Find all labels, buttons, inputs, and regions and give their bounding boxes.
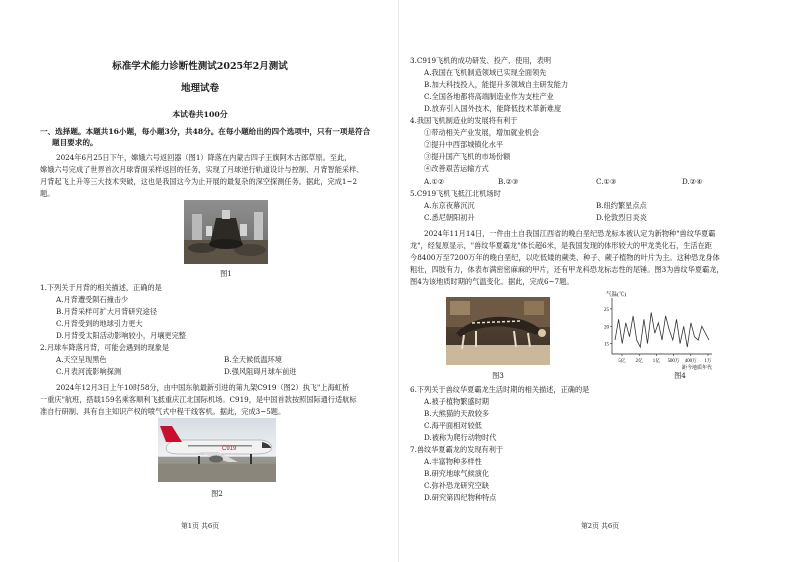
question-2-stem: 2.月球车降落月背，可能会遇到的现象是 <box>40 343 170 352</box>
q7-option-a: A.丰富物种多样性 <box>424 457 482 466</box>
q6-option-a: A.被子植物繁盛时期 <box>424 397 489 406</box>
y-tick-label: 20 <box>604 325 609 331</box>
question-6-stem: 6.下列关于兽纹华夏霸龙生活时期的相关描述，正确的是 <box>410 385 590 394</box>
question-7-stem: 7.兽纹华夏霸龙的发现有利于 <box>410 445 504 454</box>
q6-option-b: B.大熊猫的天敌较多 <box>424 409 490 418</box>
q1-option-c: C.月背受到的地球引力更大 <box>56 319 143 328</box>
figure-2-plane-photo <box>158 418 276 482</box>
q7-option-b: B.研究地球气候演化 <box>424 469 490 478</box>
passage2-line: 2024年12月3日上午10时58分，由中国东航最新引进的第九架C919（图2）执飞"上海虹桥 <box>56 383 350 392</box>
q1-option-d: D.月背受太阳活动影响较小，月壤更完整 <box>56 331 186 340</box>
figure-3-caption: 图3 <box>492 371 504 380</box>
y-tick-label: 15 <box>604 342 609 348</box>
q4-option-c: C.①③ <box>596 177 617 186</box>
plane-illustration <box>158 418 276 482</box>
q6-option-d: D.被称为爬行动物时代 <box>424 433 497 442</box>
passage3-line: 粗壮，四肢有力，体表布满密密麻麻的甲片，还有甲龙科恐龙标志性的尾锤。图3为兽纹华夏霸龙， <box>410 265 724 274</box>
q4-item-2: ②提升中西部城镇化水平 <box>424 140 504 149</box>
question-1-stem: 1.下列关于月背的相关描述，正确的是 <box>40 283 162 292</box>
q4-option-d: D.②④ <box>682 177 703 186</box>
capsule-illustration <box>184 200 268 264</box>
plane-label: C919 <box>222 446 237 452</box>
figure-3-dinosaur-photo <box>446 297 550 365</box>
q4-option-a: A.①② <box>424 177 445 186</box>
figure-1-caption: 图1 <box>220 269 232 278</box>
q7-option-c: C.弥补恐龙研究空缺 <box>424 481 490 490</box>
page-footer-1: 第1页 共6页 <box>181 522 219 530</box>
q5-option-c: C.悉尼朝阳初升 <box>424 213 475 222</box>
q5-option-d: D.伦敦烈日炎炎 <box>596 213 647 222</box>
exam-title: 标准学术能力诊断性测试2025年2月测试 <box>112 61 288 72</box>
skeleton-illustration <box>446 297 550 365</box>
q3-option-a: A.我国在飞机制造领域已实现全面领先 <box>424 68 547 77</box>
x-tick-label: 1亿 <box>652 359 661 364</box>
question-4-stem: 4.我国飞机制造业的发展将有利于 <box>410 116 518 125</box>
x-tick-label: 2亿 <box>635 359 643 364</box>
passage1-line: 月背起飞上升等三大技术突破，这也是我国这今为止开展的最复杂的深空探测任务。据此，完成1~2 <box>40 177 358 186</box>
q2-option-b: B.全天候低温环境 <box>224 355 282 364</box>
q2-option-d: D.强风阻碍月球车前进 <box>224 367 297 376</box>
temperature-chart <box>590 290 720 370</box>
q4-item-4: ④改善艰苦运输方式 <box>424 164 489 173</box>
passage3-line: 图4为该地质时期的气温变化。据此，完成6~7题。 <box>410 277 574 286</box>
q5-option-b: B.纽约繁星点点 <box>596 201 647 210</box>
exam-page-2 <box>400 0 800 562</box>
passage3-line: 龙"，经复原显示，"兽纹华夏霸龙"体长超6米，是我国发现的体形较大的甲龙类化石，生活在距 <box>410 241 712 250</box>
q1-option-a: A.月背遭受陨石撞击少 <box>56 295 129 304</box>
q6-option-c: C.海平面相对较低 <box>424 421 482 430</box>
q5-option-a: A.东京夜幕沉沉 <box>424 201 475 210</box>
figure-4-caption: 图4 <box>674 371 686 380</box>
q7-option-d: D.研究第四纪物种特点 <box>424 493 497 502</box>
passage3-line: 今8400万至7200万年的晚白垩纪，以吃低矮的蕨类、种子、蕨子植物的叶片为主。这种恐龙身体 <box>410 253 720 262</box>
q3-option-d: D.放弃引入国外技术，能降低技术革新难度 <box>424 104 562 113</box>
q4-item-1: ①带动相关产业发展，增加就业机会 <box>424 128 540 137</box>
question-5-stem: 5.C919飞机飞抵江北机场时 <box>410 189 501 198</box>
q2-option-c: C.月表河流影响探测 <box>56 367 122 376</box>
passage2-line: 准自行研制、具有自主知识产权的喷气式中程干线客机。据此，完成3~5题。 <box>40 407 286 416</box>
passage1-line: 2024年6月25日下午，嫦娥六号返回器（图1）降落在内蒙古四子王旗阿木古郎草原。至此， <box>56 153 352 162</box>
figure-2-caption: 图2 <box>211 489 223 498</box>
q4-option-b: B.②③ <box>498 177 519 186</box>
q3-option-b: B.加大科技投入，能提升多领域自主研发能力 <box>424 80 569 89</box>
question-3-stem: 3.C919飞机的成功研发、投产、使用，表明 <box>410 56 552 65</box>
x-tick-label: 1万 <box>704 359 712 364</box>
q3-option-c: C.全国各地都将高端制造业作为支柱产业 <box>424 92 554 101</box>
q4-item-3: ③提升国产飞机的市场份额 <box>424 152 511 161</box>
y-tick-label: 25 <box>604 307 609 313</box>
passage1-line: 题。 <box>40 189 55 198</box>
x-axis-label: 距今地质年代 <box>681 366 712 370</box>
q2-option-a: A.天空呈现黑色 <box>56 355 107 364</box>
section-heading-cont: 题目要求的。 <box>52 138 98 147</box>
temperature-series-line <box>615 312 709 347</box>
passage2-line: 一重庆"航班，搭载159名乘客顺利飞抵重庆江北国际机场。C919，是中国首款按照国际通行适航标 <box>40 395 357 404</box>
subject-title: 地理试卷 <box>180 83 219 94</box>
x-tick-label: 400万 <box>684 359 697 364</box>
q1-option-b: B.月背采样可扩大月背研究途径 <box>56 307 158 316</box>
x-tick-label: 5亿 <box>618 359 626 364</box>
figure-4-temperature-chart <box>590 290 720 370</box>
passage3-line: 2024年11月14日，一件由土自我国江西省的晚白垩纪恐龙标本被认定为新物种"兽纹华夏霸 <box>424 229 716 238</box>
page-footer-2: 第2页 共6页 <box>581 522 619 530</box>
section-heading: 一、选择题。本题共16小题，每小题3分，共48分。在每小题给出的四个选项中，只有一项是符合 <box>40 127 371 136</box>
score-note: 本试卷共100分 <box>172 110 228 119</box>
x-tick-label: 500万 <box>667 359 680 364</box>
passage1-line: 嫦娥六号完成了世界首次月球背面采样返回的任务，实现了月球逆行轨道设计与控制、月背智能采样、 <box>40 165 364 174</box>
figure-1-capsule-photo <box>184 200 268 264</box>
y-axis-label: 气温(℃) <box>606 292 627 298</box>
